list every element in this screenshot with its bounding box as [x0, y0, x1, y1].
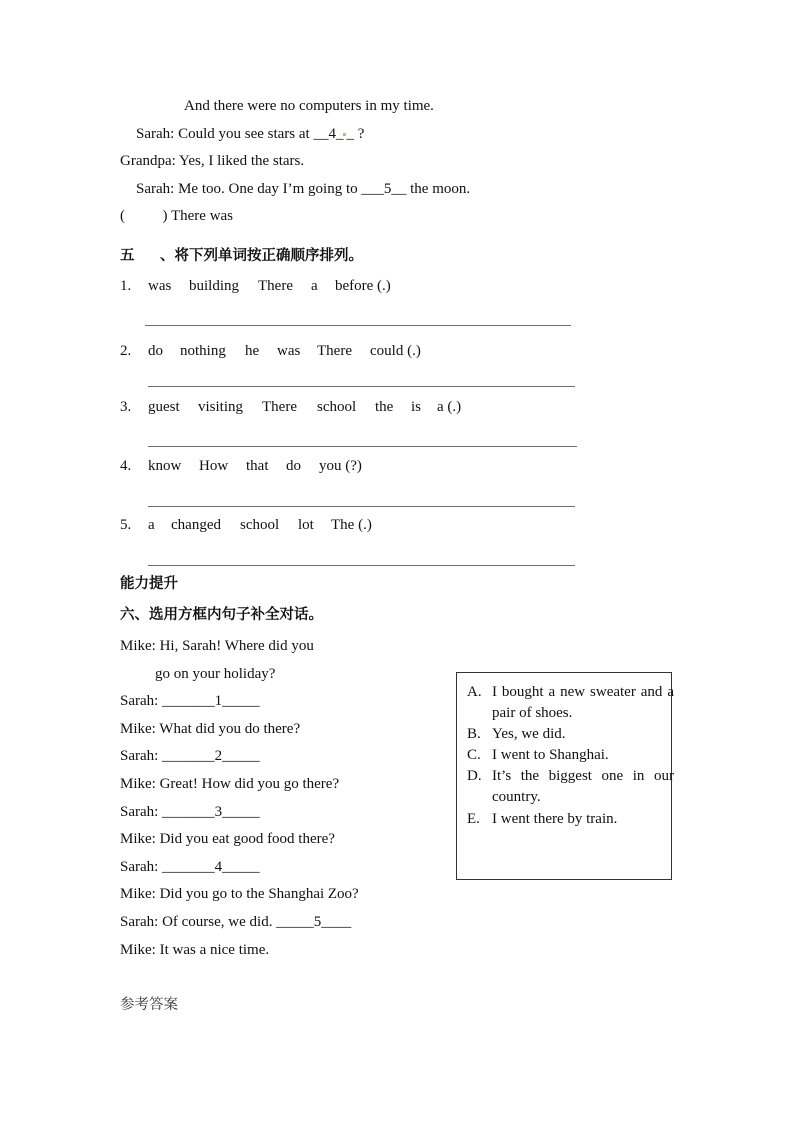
scrambled-word: you (?)	[319, 458, 362, 474]
scrambled-word: How	[199, 458, 229, 474]
scrambled-word: There	[317, 343, 352, 359]
scrambled-word: could (.)	[370, 343, 421, 359]
scrambled-word: was	[148, 278, 172, 294]
dialogue-line: Mike: Did you eat good food there?	[120, 831, 335, 847]
option-label: E.	[467, 811, 480, 827]
dialogue-line: go on your holiday?	[155, 666, 276, 682]
scrambled-word: school	[317, 399, 357, 415]
answer-line[interactable]	[148, 506, 575, 507]
dialogue-line: Mike: Did you go to the Shanghai Zoo?	[120, 886, 359, 902]
option-text: It’s the biggest one in our country.	[492, 768, 674, 805]
scrambled-word: visiting	[198, 399, 244, 415]
dialogue-line: Mike: Great! How did you go there?	[120, 776, 340, 792]
scrambled-word: lot	[298, 517, 314, 533]
scrambled-word: There	[258, 278, 293, 294]
dialogue-line: Sarah: _______1_____	[120, 693, 260, 709]
scrambled-word: the	[375, 399, 394, 415]
options-box	[456, 672, 672, 880]
scrambled-word: do	[148, 343, 163, 359]
answer-line[interactable]	[148, 565, 575, 566]
exercise-number: 5.	[120, 517, 132, 533]
exercise-number: 3.	[120, 399, 132, 415]
answer-line[interactable]	[145, 325, 571, 326]
scrambled-word: he	[245, 343, 260, 359]
option-label: C.	[467, 747, 481, 763]
option-label: B.	[467, 726, 481, 742]
exercise-number: 2.	[120, 343, 132, 359]
scrambled-word: changed	[171, 517, 221, 533]
dialogue-text-end: _ ?	[346, 126, 365, 142]
dialogue-line: Mike: What did you do there?	[120, 721, 301, 737]
exercise-number: 1.	[120, 278, 132, 294]
option-text: I went there by train.	[492, 811, 618, 827]
section5-title-number: 五	[120, 248, 135, 264]
dialogue-line: Sarah: Of course, we did. _____5____	[120, 914, 352, 930]
option-label: D.	[467, 768, 482, 784]
scrambled-word: school	[240, 517, 280, 533]
dialogue-line: And there were no computers in my time.	[184, 98, 434, 114]
scrambled-word: do	[286, 458, 301, 474]
dialogue-text: Sarah: Could you see stars at __4_	[136, 126, 344, 142]
scrambled-word: building	[189, 278, 240, 294]
dialogue-line: Sarah: _______4_____	[120, 859, 260, 875]
option-text: I went to Shanghai.	[492, 747, 609, 763]
answer-line[interactable]	[148, 446, 577, 447]
dialogue-line: Sarah: _______3_____	[120, 804, 260, 820]
exercise-number: 4.	[120, 458, 132, 474]
section6-title: 六、选用方框内句子补全对话。	[120, 607, 323, 623]
dialogue-line: Sarah: Me too. One day I’m going to ___5__ the moon.	[136, 181, 471, 197]
scrambled-word: that	[246, 458, 269, 474]
dialogue-line-sarah-stars	[136, 125, 364, 143]
dialogue-line: Grandpa: Yes, I liked the stars.	[120, 153, 305, 169]
scrambled-word: is	[411, 399, 422, 415]
answers-heading: 参考答案	[120, 997, 178, 1013]
scrambled-word: nothing	[180, 343, 226, 359]
dialogue-line: Mike: Hi, Sarah! Where did you	[120, 638, 314, 654]
dialogue-line: Mike: It was a nice time.	[120, 942, 270, 958]
scrambled-word: The (.)	[331, 517, 372, 533]
scrambled-word: guest	[148, 399, 180, 415]
scrambled-word: before (.)	[335, 278, 391, 294]
dialogue-line: Sarah: _______2_____	[120, 748, 260, 764]
option-text: I bought a new sweater and a pair of shoes.	[492, 684, 674, 721]
scrambled-word: a	[311, 278, 318, 294]
ability-heading: 能力提升	[120, 576, 178, 592]
scrambled-word: There	[262, 399, 297, 415]
option-text: Yes, we did.	[492, 726, 566, 742]
option-label: A.	[467, 684, 482, 700]
answer-line[interactable]	[148, 386, 575, 387]
scrambled-word: know	[148, 458, 182, 474]
scrambled-word: a (.)	[437, 399, 462, 415]
scrambled-word: was	[277, 343, 301, 359]
answer-bracket-line: ( ) There was	[120, 208, 234, 224]
scrambled-word: a	[148, 517, 155, 533]
section5-title: 、将下列单词按正确顺序排列。	[160, 248, 363, 264]
